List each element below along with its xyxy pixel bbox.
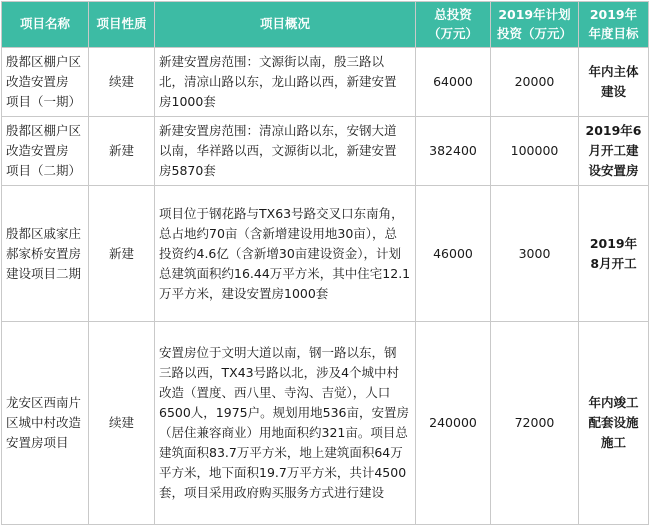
header-name: 项目名称 [2,2,89,48]
project-nature-cell: 续建 [89,322,155,525]
table-row [2,186,649,322]
header-total-investment: 总投资 （万元） [416,2,491,48]
header-row [2,2,649,48]
plan-investment-cell: 100000 [491,117,579,186]
plan-investment-cell: 72000 [491,322,579,525]
project-name-cell: 龙安区西南片 区城中村改造 安置房项目 [2,322,89,525]
table-row [2,322,649,525]
project-overview-cell: 新建安置房范围：文源街以南，殷三路以 北，清凉山路以东，龙山路以西，新建安置 房1000套 [155,48,416,117]
annual-goal-cell: 2019年6 月开工建 设安置房 [579,117,649,186]
project-name-cell: 殷都区戚家庄 郝家桥安置房 建设项目二期 [2,186,89,322]
header-overview: 项目概况 [155,2,416,48]
project-nature-cell: 新建 [89,117,155,186]
plan-investment-cell: 20000 [491,48,579,117]
project-nature-cell: 新建 [89,186,155,322]
total-investment-cell: 382400 [416,117,491,186]
annual-goal-cell: 年内主体 建设 [579,48,649,117]
project-nature-cell: 续建 [89,48,155,117]
project-overview-cell: 新建安置房范围：清凉山路以东，安钢大道 以南，华祥路以西，文源街以北，新建安置 房5870套 [155,117,416,186]
total-investment-cell: 64000 [416,48,491,117]
project-name-cell: 殷都区棚户区 改造安置房 项目（一期） [2,48,89,117]
total-investment-cell: 240000 [416,322,491,525]
annual-goal-cell: 年内竣工 配套设施 施工 [579,322,649,525]
header-annual-goal: 2019年 年度目标 [579,2,649,48]
table-row [2,117,649,186]
project-overview-cell: 安置房位于文明大道以南，钢一路以东，钢 三路以西，TX43号路以北，涉及4个城中村 改造（置度、西八里、寺沟、吉觉），人口 6500人，1975户。规划用地536亩，安置房 （居住兼容商业）用地面积约321亩。项目总 建筑面积83.7万平方米，地上建筑面积64万 平方米，地下面积19.7万平方米，共计4500 套，项目采用政府购买服务方式进行建设 [155,322,416,525]
project-name-cell: 殷都区棚户区 改造安置房 项目（二期） [2,117,89,186]
project-table [1,1,649,525]
table-row [2,48,649,117]
annual-goal-cell: 2019年 8月开工 [579,186,649,322]
plan-investment-cell: 3000 [491,186,579,322]
total-investment-cell: 46000 [416,186,491,322]
header-nature: 项目性质 [89,2,155,48]
project-overview-cell: 项目位于钢花路与TX63号路交叉口东南角， 总占地约70亩（含新增建设用地30亩），总 投资约4.6亿（含新增30亩建设资金），计划 总建筑面积约16.44万平方米，其中住宅12.1 万平方米，建设安置房1000套 [155,186,416,322]
header-plan-investment: 2019年计划 投资（万元） [491,2,579,48]
